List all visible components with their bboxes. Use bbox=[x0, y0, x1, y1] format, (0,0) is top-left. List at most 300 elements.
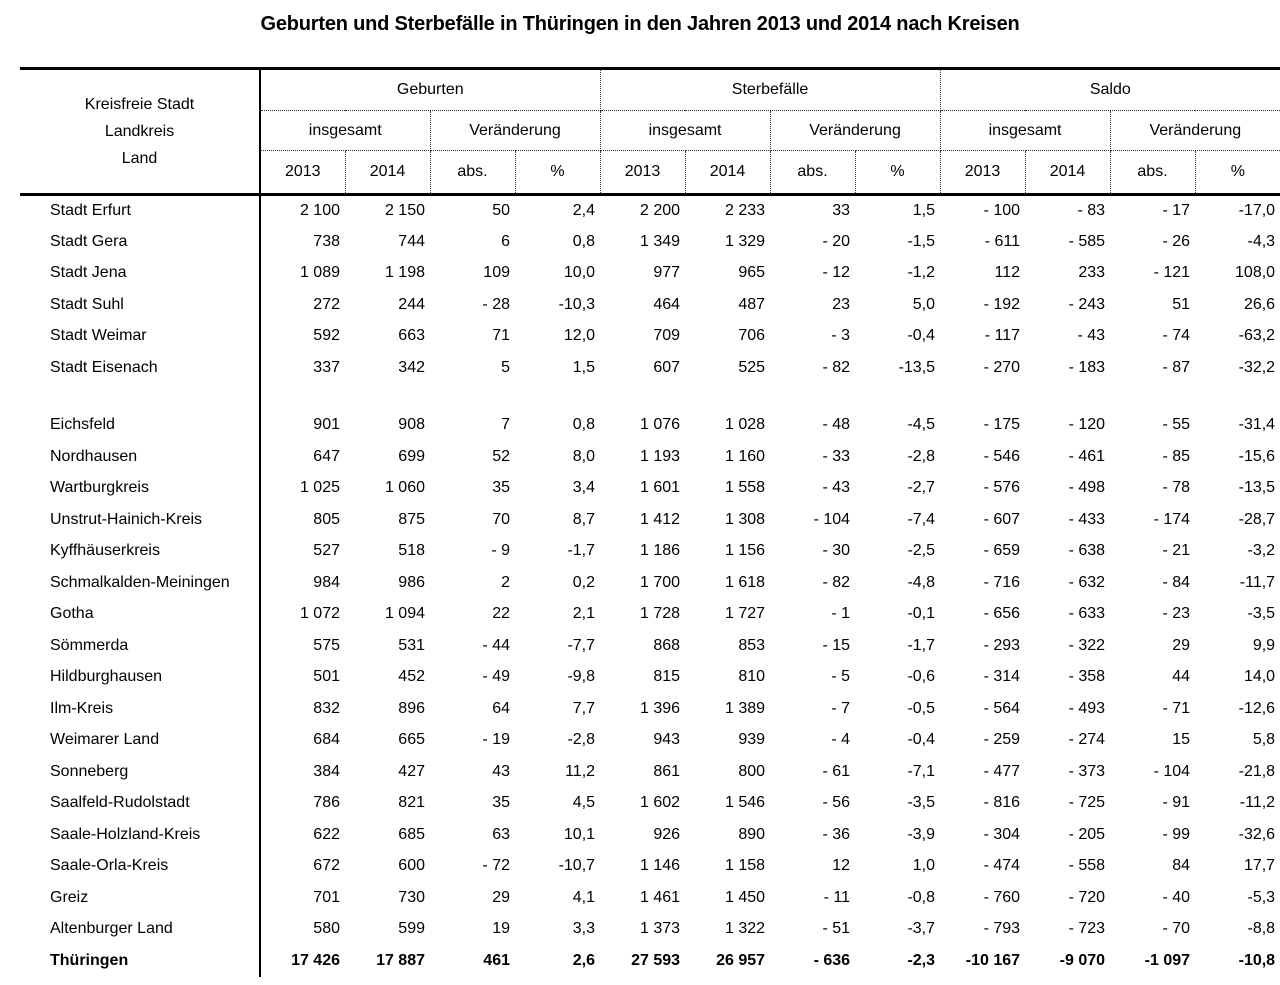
cell: 2 100 bbox=[299, 202, 340, 219]
cell: 665 bbox=[398, 731, 425, 749]
cell: 647 bbox=[313, 447, 340, 465]
cell: 1 396 bbox=[639, 699, 681, 717]
row-label: Unstrut-Hainich-Kreis bbox=[20, 504, 260, 536]
cell: 109 bbox=[483, 264, 510, 282]
row-label: Hildburghausen bbox=[20, 662, 260, 694]
cell: -2,8 bbox=[567, 731, 596, 749]
cell: - 633 bbox=[1068, 605, 1106, 623]
table-row bbox=[20, 258, 1280, 290]
cell: -2,3 bbox=[907, 951, 936, 969]
cell: - 21 bbox=[1162, 542, 1191, 560]
cell: - 48 bbox=[822, 416, 851, 434]
cell: 1 158 bbox=[724, 857, 766, 875]
group-header-saldo: Saldo bbox=[940, 69, 1280, 111]
cell: -3,5 bbox=[1247, 605, 1276, 623]
cell: -1,5 bbox=[907, 232, 936, 250]
cell: -5,3 bbox=[1247, 888, 1276, 906]
cell: - 1 bbox=[831, 605, 851, 623]
cell: - 656 bbox=[983, 605, 1021, 623]
cell: 19 bbox=[492, 920, 510, 938]
cell: -0,8 bbox=[907, 888, 936, 906]
cell: - 104 bbox=[1153, 762, 1191, 780]
cell: - 477 bbox=[983, 762, 1021, 780]
corner-header-line1: Kreisfreie Stadt bbox=[84, 96, 195, 113]
cell: -63,2 bbox=[1238, 327, 1276, 345]
cell: 3,3 bbox=[572, 920, 596, 938]
cell: - 71 bbox=[1162, 699, 1191, 717]
cell: 35 bbox=[492, 479, 510, 497]
subheader-saldo-veraenderung: Veränderung bbox=[1110, 111, 1280, 151]
cell: 1 602 bbox=[639, 794, 681, 812]
cell: -13,5 bbox=[1238, 479, 1276, 497]
cell: - 725 bbox=[1068, 794, 1106, 812]
cell: - 723 bbox=[1068, 920, 1106, 938]
cell: - 760 bbox=[983, 888, 1021, 906]
cell: - 51 bbox=[822, 920, 851, 938]
cell: 685 bbox=[398, 825, 425, 843]
cell: 600 bbox=[398, 857, 425, 875]
cell: 622 bbox=[313, 825, 340, 843]
page-title: Geburten und Sterbefälle in Thüringen in den Jahren 2013 und 2014 nach Kreisen bbox=[260, 13, 1020, 35]
row-label: Kyffhäuserkreis bbox=[20, 536, 260, 568]
cell: 1 450 bbox=[724, 888, 766, 906]
cell: 805 bbox=[313, 510, 340, 528]
cell: - 498 bbox=[1068, 479, 1106, 497]
cell: 29 bbox=[1172, 636, 1191, 654]
cell: -3,9 bbox=[907, 825, 936, 843]
cell: 461 bbox=[483, 951, 510, 969]
table-row bbox=[20, 410, 1280, 442]
cell: 64 bbox=[492, 699, 510, 717]
cell: - 461 bbox=[1068, 447, 1106, 465]
cell: - 78 bbox=[1162, 479, 1191, 497]
table-row bbox=[20, 914, 1280, 946]
cell: - 585 bbox=[1068, 232, 1106, 250]
cell: 518 bbox=[398, 542, 425, 560]
cell: -2,8 bbox=[907, 447, 936, 465]
cell: 1 373 bbox=[639, 920, 681, 938]
cell: - 56 bbox=[822, 794, 851, 812]
cell: 15 bbox=[1172, 731, 1191, 749]
cell: 70 bbox=[492, 510, 510, 528]
cell: 487 bbox=[738, 295, 766, 313]
col-sterbefaelle-abs: abs. bbox=[770, 151, 855, 195]
cell: 26,6 bbox=[1243, 295, 1276, 313]
cell: - 314 bbox=[983, 668, 1021, 686]
cell: 1,0 bbox=[912, 857, 936, 875]
cell: 5,0 bbox=[912, 295, 936, 313]
row-label: Stadt Eisenach bbox=[20, 352, 260, 384]
cell: - 99 bbox=[1162, 825, 1191, 843]
cell: 2,1 bbox=[572, 605, 596, 623]
cell: 599 bbox=[398, 920, 425, 938]
cell: -7,1 bbox=[907, 762, 936, 780]
row-label: Weimarer Land bbox=[20, 725, 260, 757]
subheader-saldo-insgesamt: insgesamt bbox=[940, 111, 1110, 151]
cell: - 474 bbox=[983, 857, 1021, 875]
cell: - 358 bbox=[1068, 668, 1106, 686]
col-saldo-2014: 2014 bbox=[1025, 151, 1110, 195]
cell: - 433 bbox=[1068, 510, 1106, 528]
cell: -28,7 bbox=[1238, 510, 1276, 528]
cell: 730 bbox=[398, 888, 425, 906]
cell: -0,5 bbox=[907, 699, 936, 717]
cell: -32,2 bbox=[1238, 358, 1276, 376]
cell: -17,0 bbox=[1238, 202, 1276, 219]
row-label: Stadt Suhl bbox=[20, 289, 260, 321]
cell: -0,4 bbox=[907, 731, 936, 749]
cell: -4,5 bbox=[907, 416, 936, 434]
cell: 501 bbox=[313, 668, 340, 686]
cell: 12 bbox=[832, 857, 851, 875]
cell: 112 bbox=[994, 264, 1021, 282]
cell: - 26 bbox=[1162, 232, 1191, 250]
cell: 14,0 bbox=[1243, 668, 1276, 686]
table-row bbox=[20, 321, 1280, 353]
row-label: Saale-Orla-Kreis bbox=[20, 851, 260, 883]
cell: 709 bbox=[653, 327, 681, 345]
cell: -12,6 bbox=[1238, 699, 1276, 717]
cell: - 17 bbox=[1162, 202, 1191, 219]
cell: 531 bbox=[398, 636, 425, 654]
cell: -2,7 bbox=[907, 479, 936, 497]
cell: 52 bbox=[492, 447, 510, 465]
cell: 786 bbox=[313, 794, 340, 812]
row-label: Greiz bbox=[20, 882, 260, 914]
table-row bbox=[20, 788, 1280, 820]
cell: - 638 bbox=[1068, 542, 1106, 560]
cell: -8,8 bbox=[1247, 920, 1276, 938]
cell: 233 bbox=[1078, 264, 1106, 282]
cell: 5 bbox=[501, 358, 510, 376]
cell: 965 bbox=[738, 264, 766, 282]
corner-header-line2: Landkreis bbox=[104, 123, 175, 140]
cell: 1 160 bbox=[724, 447, 766, 465]
row-label: Eichsfeld bbox=[20, 410, 260, 442]
cell: 17,7 bbox=[1243, 857, 1276, 875]
row-label: Sonneberg bbox=[20, 756, 260, 788]
cell: - 11 bbox=[823, 888, 851, 906]
cell: 738 bbox=[313, 232, 340, 250]
cell: 0,8 bbox=[572, 232, 596, 250]
cell: 908 bbox=[398, 416, 425, 434]
cell: -7,7 bbox=[567, 636, 596, 654]
cell: 23 bbox=[832, 295, 851, 313]
cell: 384 bbox=[313, 762, 340, 780]
col-saldo-abs: abs. bbox=[1110, 151, 1195, 195]
cell: -11,7 bbox=[1239, 573, 1276, 591]
cell: 7,7 bbox=[572, 699, 596, 717]
cell: 800 bbox=[738, 762, 766, 780]
cell: 0,8 bbox=[572, 416, 596, 434]
cell: -15,6 bbox=[1238, 447, 1276, 465]
cell: - 3 bbox=[831, 327, 851, 345]
cell: - 84 bbox=[1162, 573, 1191, 591]
cell: 2,4 bbox=[572, 202, 596, 219]
cell: - 576 bbox=[983, 479, 1021, 497]
table-row bbox=[20, 599, 1280, 631]
cell: -1,7 bbox=[907, 636, 936, 654]
statistics-table bbox=[20, 67, 1280, 977]
cell: - 322 bbox=[1068, 636, 1106, 654]
cell: -0,1 bbox=[907, 605, 936, 623]
cell: - 55 bbox=[1162, 416, 1191, 434]
row-label: Schmalkalden-Meiningen bbox=[20, 567, 260, 599]
cell: - 793 bbox=[983, 920, 1021, 938]
cell: - 274 bbox=[1068, 731, 1106, 749]
cell: -31,4 bbox=[1238, 416, 1276, 434]
cell: - 7 bbox=[831, 699, 851, 717]
cell: - 87 bbox=[1162, 358, 1191, 376]
table-row bbox=[20, 567, 1280, 599]
cell: 1 727 bbox=[724, 605, 766, 623]
cell: 2 233 bbox=[724, 202, 766, 219]
cell: - 373 bbox=[1068, 762, 1106, 780]
cell: 27 593 bbox=[631, 951, 681, 969]
cell: 1 322 bbox=[724, 920, 766, 938]
cell: 1,5 bbox=[572, 358, 596, 376]
table-row bbox=[20, 536, 1280, 568]
cell: 244 bbox=[398, 295, 425, 313]
cell: 427 bbox=[398, 762, 425, 780]
cell: - 19 bbox=[482, 731, 510, 749]
cell: 51 bbox=[1172, 295, 1191, 313]
cell: 10,0 bbox=[563, 264, 596, 282]
cell: 832 bbox=[313, 699, 340, 717]
cell: - 40 bbox=[1162, 888, 1191, 906]
cell: 17 887 bbox=[376, 951, 425, 969]
cell: 527 bbox=[313, 542, 340, 560]
cell: 1 186 bbox=[639, 542, 681, 560]
row-label: Wartburgkreis bbox=[20, 473, 260, 505]
cell: - 174 bbox=[1153, 510, 1191, 528]
cell: 7 bbox=[501, 416, 510, 434]
cell: 699 bbox=[398, 447, 425, 465]
cell: 71 bbox=[492, 327, 510, 345]
cell: 701 bbox=[313, 888, 340, 906]
cell: - 82 bbox=[822, 573, 851, 591]
cell: - 85 bbox=[1162, 447, 1191, 465]
cell: - 43 bbox=[1077, 327, 1106, 345]
cell: 926 bbox=[653, 825, 681, 843]
cell: 901 bbox=[313, 416, 340, 434]
cell: 1 349 bbox=[639, 232, 681, 250]
cell: -0,6 bbox=[907, 668, 936, 686]
cell: 868 bbox=[653, 636, 681, 654]
table-row bbox=[20, 630, 1280, 662]
cell: 984 bbox=[313, 573, 340, 591]
cell: -4,8 bbox=[907, 573, 936, 591]
cell: - 259 bbox=[983, 731, 1021, 749]
cell: 580 bbox=[313, 920, 340, 938]
cell: 1 193 bbox=[639, 447, 681, 465]
cell: - 558 bbox=[1068, 857, 1106, 875]
cell: 1 618 bbox=[724, 573, 766, 591]
spacer-cell bbox=[260, 384, 1280, 410]
cell: -0,4 bbox=[907, 327, 936, 345]
cell: - 44 bbox=[482, 636, 510, 654]
subheader-geburten-insgesamt: insgesamt bbox=[260, 111, 430, 151]
table-body bbox=[20, 195, 1280, 977]
cell: 896 bbox=[398, 699, 425, 717]
table-row bbox=[20, 725, 1280, 757]
cell: - 12 bbox=[822, 264, 851, 282]
cell: 890 bbox=[738, 825, 766, 843]
cell: - 5 bbox=[831, 668, 851, 686]
cell: 63 bbox=[492, 825, 510, 843]
subheader-geburten-veraenderung: Veränderung bbox=[430, 111, 600, 151]
cell: 17 426 bbox=[291, 951, 340, 969]
cell: -9,8 bbox=[567, 668, 596, 686]
cell: - 104 bbox=[813, 510, 851, 528]
cell: 1 060 bbox=[384, 479, 425, 497]
table-row bbox=[20, 195, 1280, 227]
cell: 1 076 bbox=[639, 416, 681, 434]
cell: 575 bbox=[313, 636, 340, 654]
cell: 1 198 bbox=[384, 264, 425, 282]
cell: -13,5 bbox=[898, 358, 936, 376]
cell: 29 bbox=[492, 888, 510, 906]
group-header-geburten: Geburten bbox=[260, 69, 600, 111]
cell: 108,0 bbox=[1235, 264, 1276, 282]
cell: - 82 bbox=[822, 358, 851, 376]
cell: 10,1 bbox=[563, 825, 596, 843]
cell: 1 329 bbox=[724, 232, 766, 250]
row-label: Stadt Jena bbox=[20, 258, 260, 290]
cell: - 49 bbox=[482, 668, 510, 686]
row-label: Altenburger Land bbox=[20, 914, 260, 946]
cell: 1 461 bbox=[639, 888, 681, 906]
cell: - 183 bbox=[1068, 358, 1106, 376]
cell: - 607 bbox=[983, 510, 1021, 528]
cell: 1,5 bbox=[912, 202, 936, 219]
cell: 684 bbox=[313, 731, 340, 749]
cell: -1,7 bbox=[567, 542, 596, 560]
cell: 1 728 bbox=[639, 605, 681, 623]
col-saldo-2013: 2013 bbox=[940, 151, 1025, 195]
cell: - 493 bbox=[1068, 699, 1106, 717]
cell: - 33 bbox=[822, 447, 851, 465]
col-geburten-2014: 2014 bbox=[345, 151, 430, 195]
cell: 815 bbox=[653, 668, 681, 686]
cell: 1 089 bbox=[299, 264, 340, 282]
cell: 464 bbox=[653, 295, 681, 313]
cell: 50 bbox=[492, 202, 510, 219]
col-saldo-pct: % bbox=[1195, 151, 1280, 195]
cell: 1 156 bbox=[724, 542, 766, 560]
cell: 821 bbox=[398, 794, 425, 812]
cell: - 175 bbox=[983, 416, 1021, 434]
spacer-cell bbox=[20, 384, 260, 410]
row-label: Stadt Weimar bbox=[20, 321, 260, 353]
table-row bbox=[20, 945, 1280, 977]
cell: 875 bbox=[398, 510, 425, 528]
table-row bbox=[20, 226, 1280, 258]
cell: - 243 bbox=[1068, 295, 1106, 313]
cell: - 83 bbox=[1077, 202, 1106, 219]
cell: - 43 bbox=[822, 479, 851, 497]
cell: 1 546 bbox=[724, 794, 766, 812]
cell: 33 bbox=[832, 202, 851, 219]
row-label: Nordhausen bbox=[20, 441, 260, 473]
cell: - 716 bbox=[983, 573, 1021, 591]
col-sterbefaelle-pct: % bbox=[855, 151, 940, 195]
cell: 1 146 bbox=[639, 857, 681, 875]
table-header bbox=[20, 69, 1280, 195]
cell: 11,2 bbox=[565, 762, 596, 780]
cell: -10,7 bbox=[558, 857, 596, 875]
cell: - 100 bbox=[983, 202, 1021, 219]
cell: 8,0 bbox=[572, 447, 596, 465]
cell: -3,7 bbox=[907, 920, 936, 938]
row-label: Stadt Erfurt bbox=[20, 195, 260, 227]
table-row bbox=[20, 662, 1280, 694]
cell: -7,4 bbox=[907, 510, 936, 528]
cell: - 611 bbox=[984, 232, 1021, 250]
cell: - 720 bbox=[1068, 888, 1106, 906]
cell: 986 bbox=[398, 573, 425, 591]
group-header-sterbefaelle: Sterbefälle bbox=[600, 69, 940, 111]
cell: 5,8 bbox=[1252, 731, 1276, 749]
cell: - 546 bbox=[983, 447, 1021, 465]
cell: 337 bbox=[313, 358, 340, 376]
row-label: Thüringen bbox=[20, 945, 260, 977]
cell: - 23 bbox=[1162, 605, 1191, 623]
corner-header-line3: Land bbox=[121, 150, 158, 167]
cell: 810 bbox=[738, 668, 766, 686]
cell: - 20 bbox=[822, 232, 851, 250]
table-row bbox=[20, 473, 1280, 505]
cell: 1 700 bbox=[639, 573, 681, 591]
cell: - 816 bbox=[983, 794, 1021, 812]
cell: 706 bbox=[738, 327, 766, 345]
cell: 1 072 bbox=[299, 605, 340, 623]
col-geburten-2013: 2013 bbox=[260, 151, 345, 195]
cell: 43 bbox=[492, 762, 510, 780]
cell: 525 bbox=[738, 358, 766, 376]
cell: - 293 bbox=[983, 636, 1021, 654]
cell: 35 bbox=[492, 794, 510, 812]
col-sterbefaelle-2013: 2013 bbox=[600, 151, 685, 195]
cell: - 632 bbox=[1068, 573, 1106, 591]
cell: 84 bbox=[1172, 857, 1191, 875]
cell: 663 bbox=[398, 327, 425, 345]
cell: -2,5 bbox=[907, 542, 936, 560]
cell: - 121 bbox=[1153, 264, 1191, 282]
table-row bbox=[20, 693, 1280, 725]
table-row bbox=[20, 289, 1280, 321]
cell: 272 bbox=[313, 295, 340, 313]
cell: 2,6 bbox=[572, 951, 596, 969]
cell: - 120 bbox=[1068, 416, 1106, 434]
cell: 2 200 bbox=[639, 202, 681, 219]
cell: - 70 bbox=[1162, 920, 1191, 938]
cell: - 91 bbox=[1162, 794, 1191, 812]
cell: 452 bbox=[398, 668, 425, 686]
cell: - 36 bbox=[822, 825, 851, 843]
cell: - 30 bbox=[822, 542, 851, 560]
cell: - 72 bbox=[482, 857, 510, 875]
page bbox=[0, 13, 1280, 985]
cell: 0,2 bbox=[572, 573, 596, 591]
cell: 853 bbox=[738, 636, 766, 654]
cell: -9 070 bbox=[1059, 951, 1106, 969]
table-row bbox=[20, 851, 1280, 883]
cell: 1 601 bbox=[639, 479, 681, 497]
cell: -10 167 bbox=[965, 951, 1021, 969]
cell: 8,7 bbox=[572, 510, 596, 528]
cell: 1 094 bbox=[384, 605, 425, 623]
